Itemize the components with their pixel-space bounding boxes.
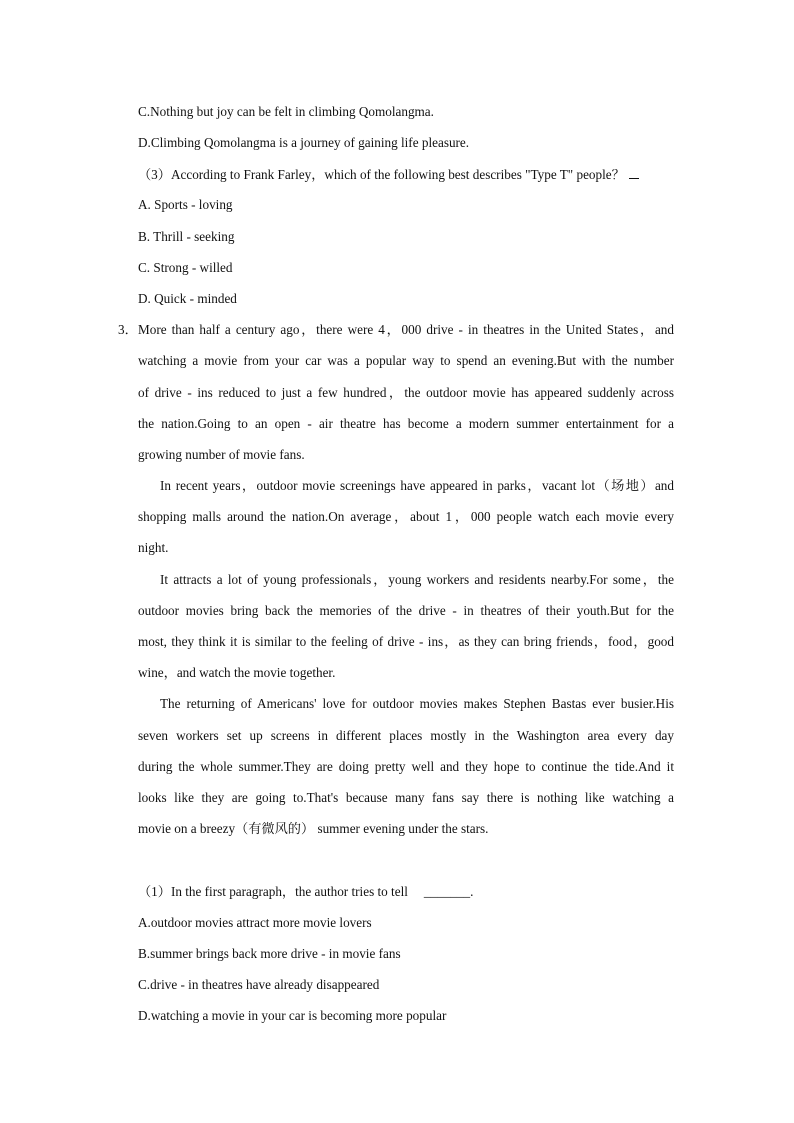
question-number: 3．	[118, 322, 138, 337]
passage-p3-line-2: outdoor movies bring back the memories of the drive - in theatres of their youth.But for the	[138, 603, 674, 618]
passage-p1-line-3: of drive - ins reduced to just a few hundred，the outdoor movie has appeared suddenly across	[138, 385, 674, 400]
passage-p2-line-1: In recent years，outdoor movie screenings have appeared in parks，vacant lot（场地）and	[160, 478, 674, 493]
passage-p3-line-4: wine，and watch the movie together.	[138, 665, 336, 680]
sub1-option-a: A.outdoor movies attract more movie lovers	[138, 915, 372, 930]
sub-question-3-text: （3）According to Frank Farley，which of the following best describes "Type T" people？	[138, 167, 625, 182]
sub1-option-d: D.watching a movie in your car is becoming more popular	[138, 1008, 447, 1023]
sub3-option-c: C. Strong - willed	[138, 260, 233, 275]
passage-p1-line-4: the nation.Going to an open - air theatre has become a modern summer entertainment for a	[138, 416, 674, 431]
passage-p3-line-1: It attracts a lot of young professionals，young workers and residents nearby.For some，the	[160, 572, 674, 587]
sub3-option-a: A. Sports - loving	[138, 197, 233, 212]
passage-p2-line-2: shopping malls around the nation.On average，about 1，000 people watch each movie every	[138, 509, 674, 524]
answer-blank	[629, 166, 639, 179]
passage-p1-line-1: More than half a century ago，there were 4，000 drive - in theatres in the United States，and	[138, 322, 674, 337]
sub3-option-b: B. Thrill - seeking	[138, 229, 235, 244]
sub1-option-c: C.drive - in theatres have already disappeared	[138, 977, 380, 992]
option-c-prev: C.Nothing but joy can be felt in climbing Qomolangma.	[138, 104, 434, 119]
passage-p4-line-5: movie on a breezy（有微风的） summer evening under the stars.	[138, 821, 489, 836]
passage-p2-line-3: night.	[138, 540, 169, 555]
passage-p3-line-3: most, they think it is similar to the feeling of drive - ins，as they can bring friends，food，good	[138, 634, 674, 649]
sub-question-1-blank: _______.	[423, 884, 474, 899]
sub1-option-b: B.summer brings back more drive - in movie fans	[138, 946, 401, 961]
passage-p1-line-5: growing number of movie fans.	[138, 447, 305, 462]
sub-question-1-stem	[138, 884, 473, 900]
passage-p4-line-3: during the whole summer.They are doing pretty well and they hope to continue the tide.And it	[138, 759, 674, 774]
passage-p1-line-2: watching a movie from your car was a popular way to spend an evening.But with the number	[138, 353, 674, 368]
sub-question-3-stem	[138, 166, 639, 183]
passage-p4-line-2: seven workers set up screens in different places mostly in the Washington area every day	[138, 728, 674, 743]
passage-p4-line-4: looks like they are going to.That's because many fans say there is nothing like watching a	[138, 790, 674, 805]
sub3-option-d: D. Quick - minded	[138, 291, 237, 306]
option-d-prev: D.Climbing Qomolangma is a journey of gaining life pleasure.	[138, 135, 470, 150]
sub-question-1-text: （1）In the first paragraph，the author tries to tell	[138, 884, 408, 899]
passage-p4-line-1: The returning of Americans' love for outdoor movies makes Stephen Bastas ever busier.His	[160, 696, 674, 711]
